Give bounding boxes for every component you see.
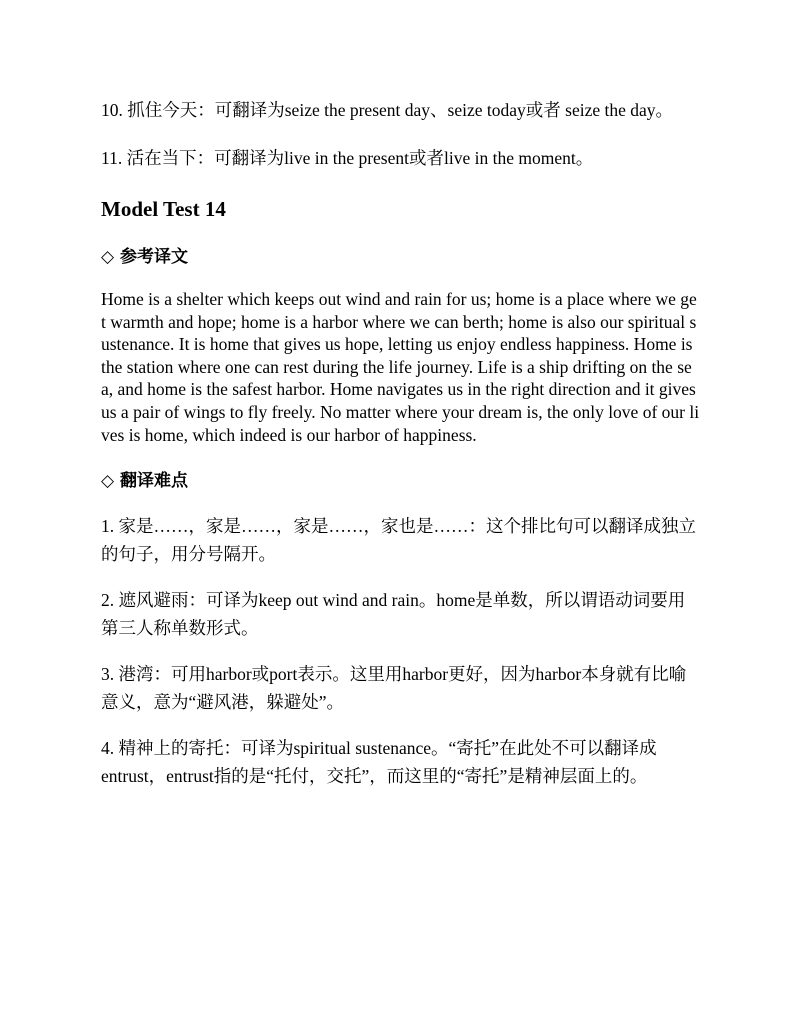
note-10: 10. 抓住今天：可翻译为seize the present day、seize today或者 seize the day。: [101, 100, 674, 120]
difficulty-item-3: 3. 港湾：可用harbor或port表示。这里用harbor更好，因为harbor本身就有比喻意义，意为“避风港，躲避处”。: [101, 664, 687, 713]
difficulty-item-2: 2. 遮风避雨：可译为keep out wind and rain。home是单数，所以谓语动词要用第三人称单数形式。: [101, 590, 686, 639]
difficulties-list: [101, 512, 701, 790]
difficulty-item-4: 4. 精神上的寄托：可译为spiritual sustenance。“寄托”在此处不可以翻译成entrust，entrust指的是“托付，交托”，而这里的“寄托”是精神层面上的。: [101, 738, 657, 787]
reference-heading: ◇ 参考译文: [101, 247, 188, 267]
page-title: Model Test 14: [101, 197, 226, 221]
document-page: [101, 96, 701, 808]
note-11: 11. 活在当下：可翻译为live in the present或者live in the moment。: [101, 148, 594, 168]
difficulty-item-1: 1. 家是……，家是……，家是……，家也是……：这个排比句可以翻译成独立的句子，用分号隔开。: [101, 516, 696, 565]
difficulties-heading: ◇ 翻译难点: [101, 471, 188, 492]
reference-translation: Home is a shelter which keeps out wind and rain for us; home is a place where we get warmth and hope; home is a harbor where we can berth; home is also our spiritual sustenance. It is home that gives us hope, letting us enjoy endless happiness. Home is the station where one can rest during the life journey. Life is a ship drifting on the sea, and home is the safest harbor. Home navigates us in the right direction and it gives us a pair of wings to fly freely. No matter where your dream is, the only love of our lives is home, which indeed is our harbor of happiness.: [101, 289, 700, 445]
